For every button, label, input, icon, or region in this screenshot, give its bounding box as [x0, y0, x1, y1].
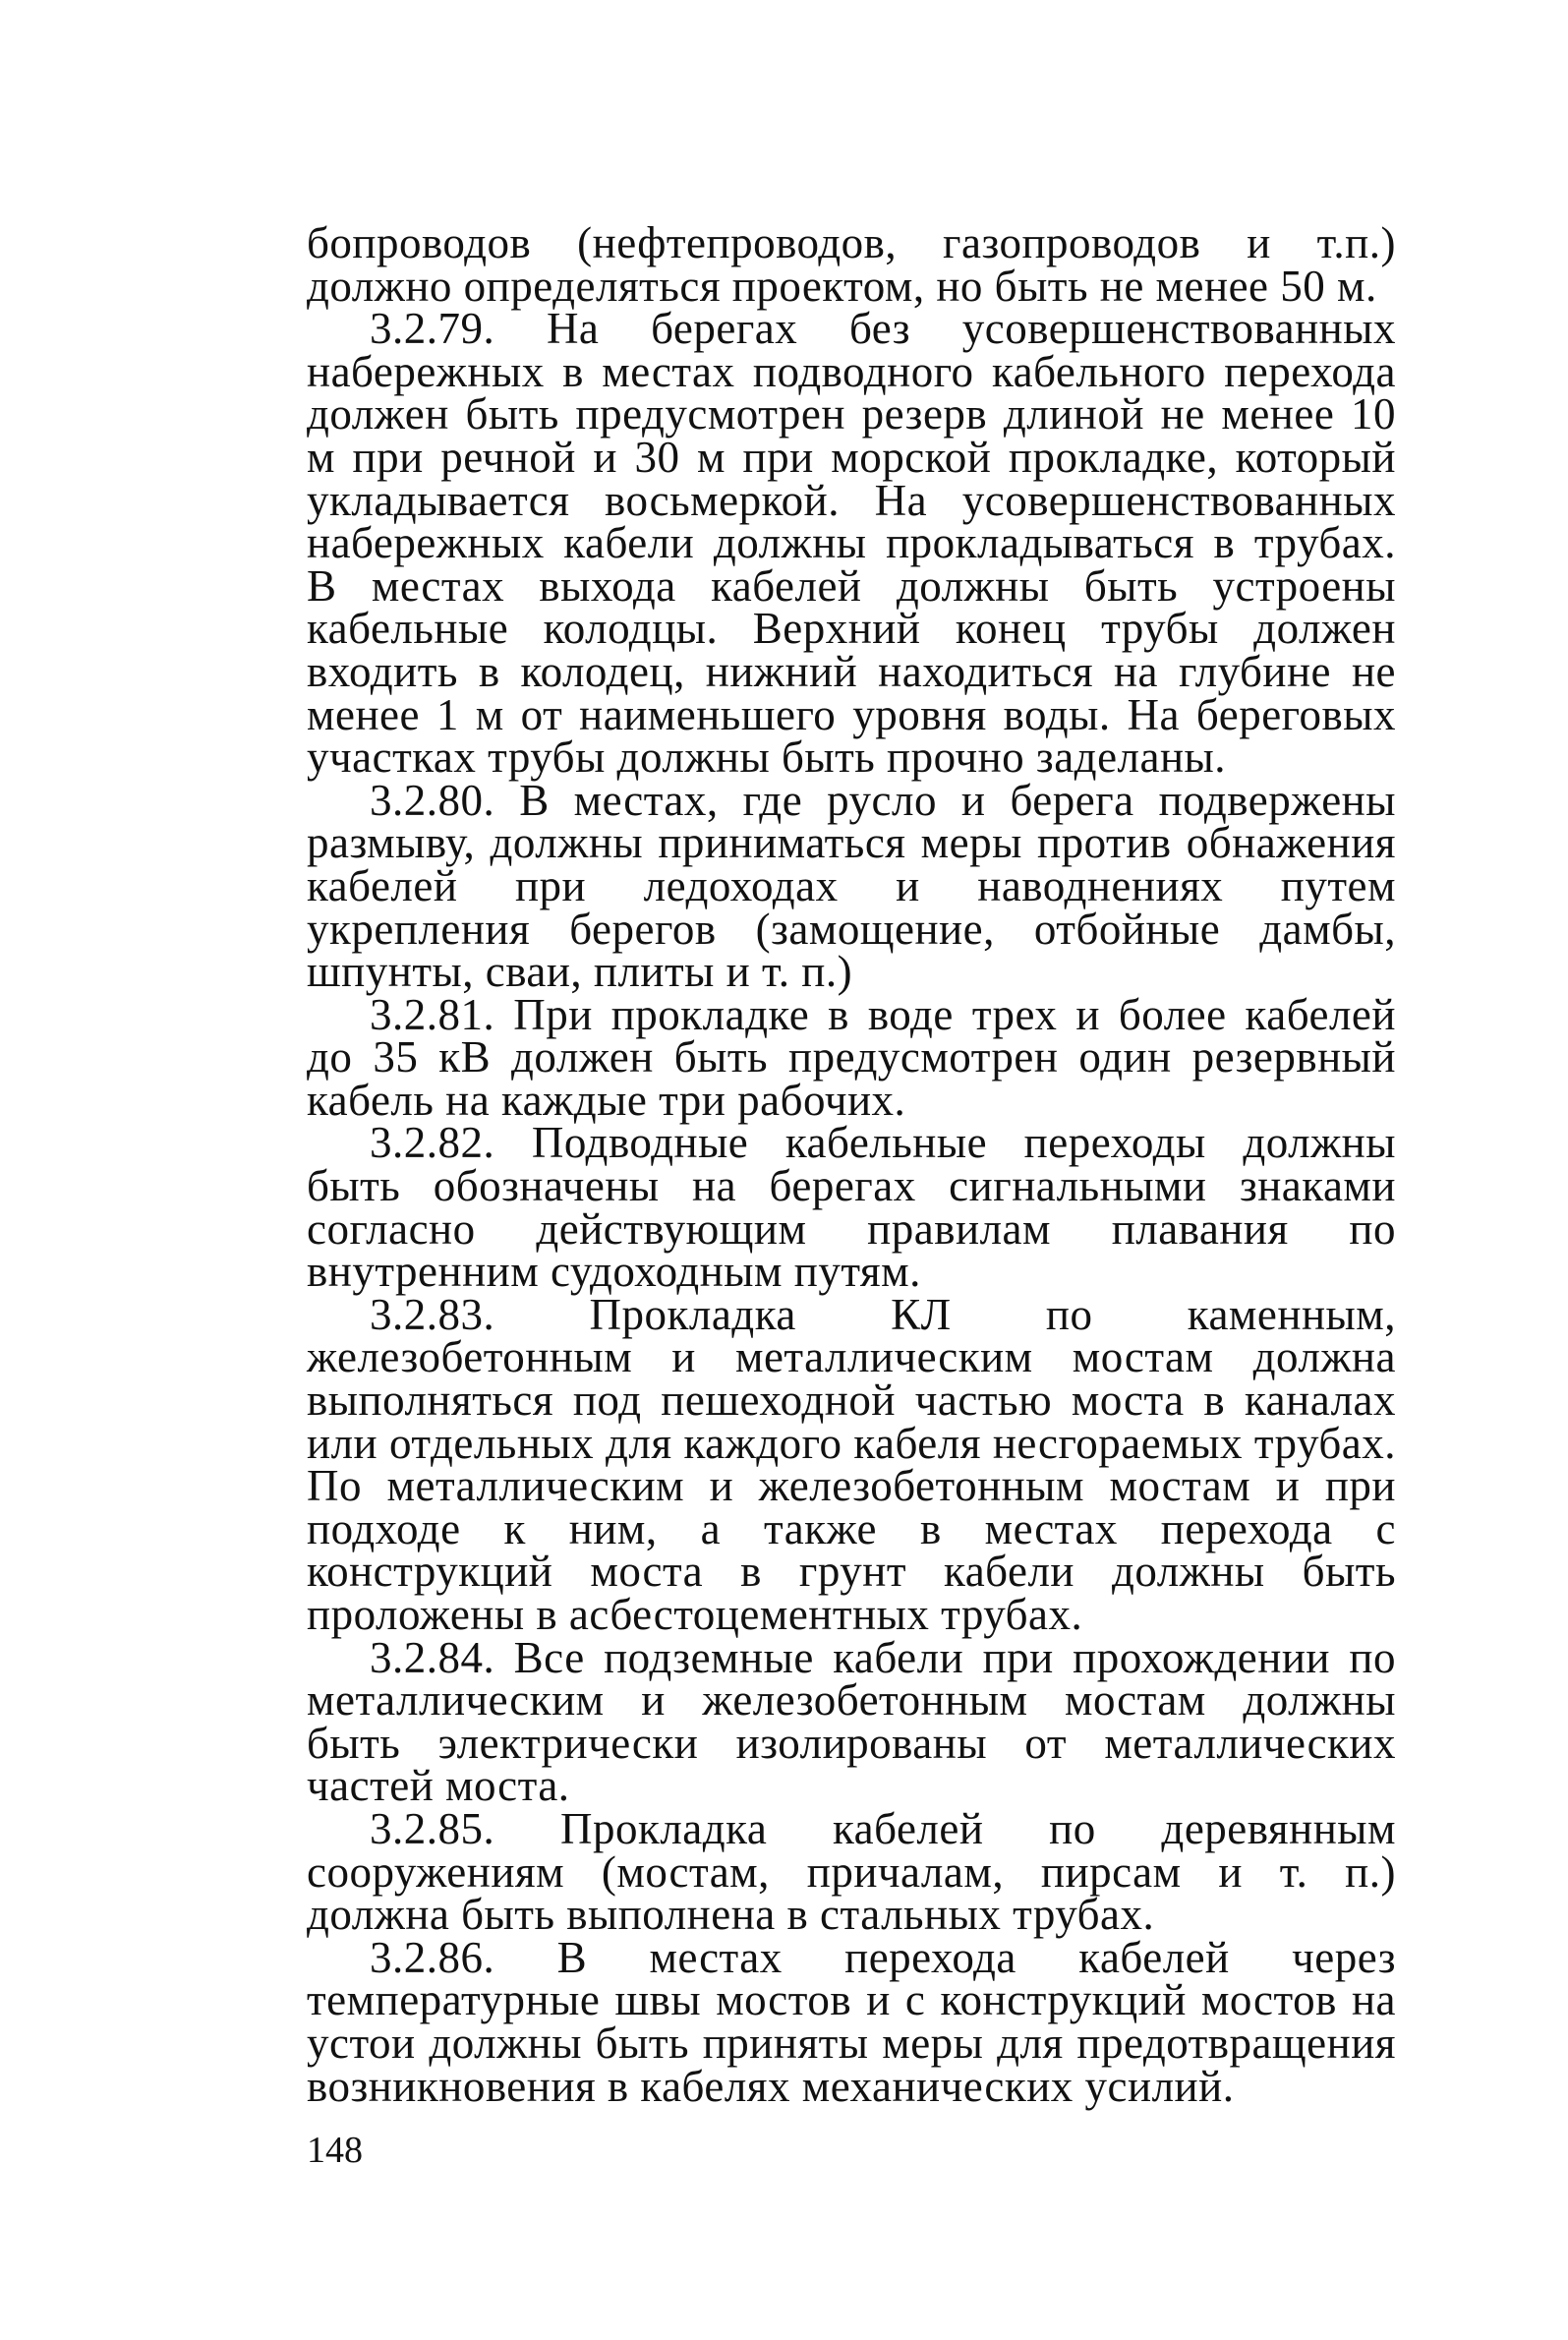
page-number: 148 — [307, 2130, 363, 2171]
paragraph-3-2-83: 3.2.83. Прокладка КЛ по каменным, железобетонным и металлическим мостам должна выполняться под пешеходной частью моста в каналах или отдельных для каждого кабеля несгораемых трубах. По металлическим и железобетонным мостам и при подходе к ним, а также в местах перехода с конструкций моста в грунт кабели должны быть проложены в асбестоцементных трубах. — [307, 1289, 1396, 1639]
paragraph-3-2-85: 3.2.85. Прокладка кабелей по деревянным сооружениям (мостам, причалам, пирсам и т. п.) должна быть выполнена в стальных трубах. — [307, 1803, 1396, 1940]
paragraph-3-2-86: 3.2.86. В местах перехода кабелей через температурные швы мостов и с конструкций мостов на устои должны быть приняты меры для предотвращения возникновения в кабелях механических усилий. — [307, 1932, 1396, 2111]
paragraph-3-2-80: 3.2.80. В местах, где русло и берега подвержены размыву, должны приниматься меры против обнажения кабелей при ледоходах и наводнениях путем укрепления берегов (замощение, отбойные дамбы, шпунты, сваи, плиты и т. п.) — [307, 775, 1396, 997]
body-text — [307, 218, 1396, 2111]
paragraph-3-2-81: 3.2.81. При прокладке в воде трех и более кабелей до 35 кВ должен быть предусмотрен один резервный кабель на каждые три рабочих. — [307, 989, 1396, 1125]
paragraph-3-2-79: 3.2.79. На берегах без усовершенствованных набережных в местах подводного кабельного перехода должен быть предусмотрен резерв длиной не менее 10 м при речной и 30 м при морской прокладке, который укладывается восьмеркой. На усовершенствованных набережных кабели должны прокладываться в трубах. В местах выхода кабелей должны быть устроены кабельные колодцы. Верхний конец трубы должен входить в колодец, нижний находиться на глубине не менее 1 м от наименьшего уровня воды. На береговых участках трубы должны быть прочно заделаны. — [307, 304, 1396, 783]
paragraph-3-2-82: 3.2.82. Подводные кабельные переходы должны быть обозначены на берегах сигнальными знаками согласно действующим правилам плавания по внутренним судоходным путям. — [307, 1118, 1396, 1297]
paragraph-3-2-84: 3.2.84. Все подземные кабели при прохождении по металлическим и железобетонным мостам должны быть электрически изолированы от металлических частей моста. — [307, 1632, 1396, 1811]
paragraph-continuation: бопроводов (нефтепроводов, газопроводов и т.п.) должно определяться проектом, но быть не менее 50 м. — [307, 218, 1396, 311]
